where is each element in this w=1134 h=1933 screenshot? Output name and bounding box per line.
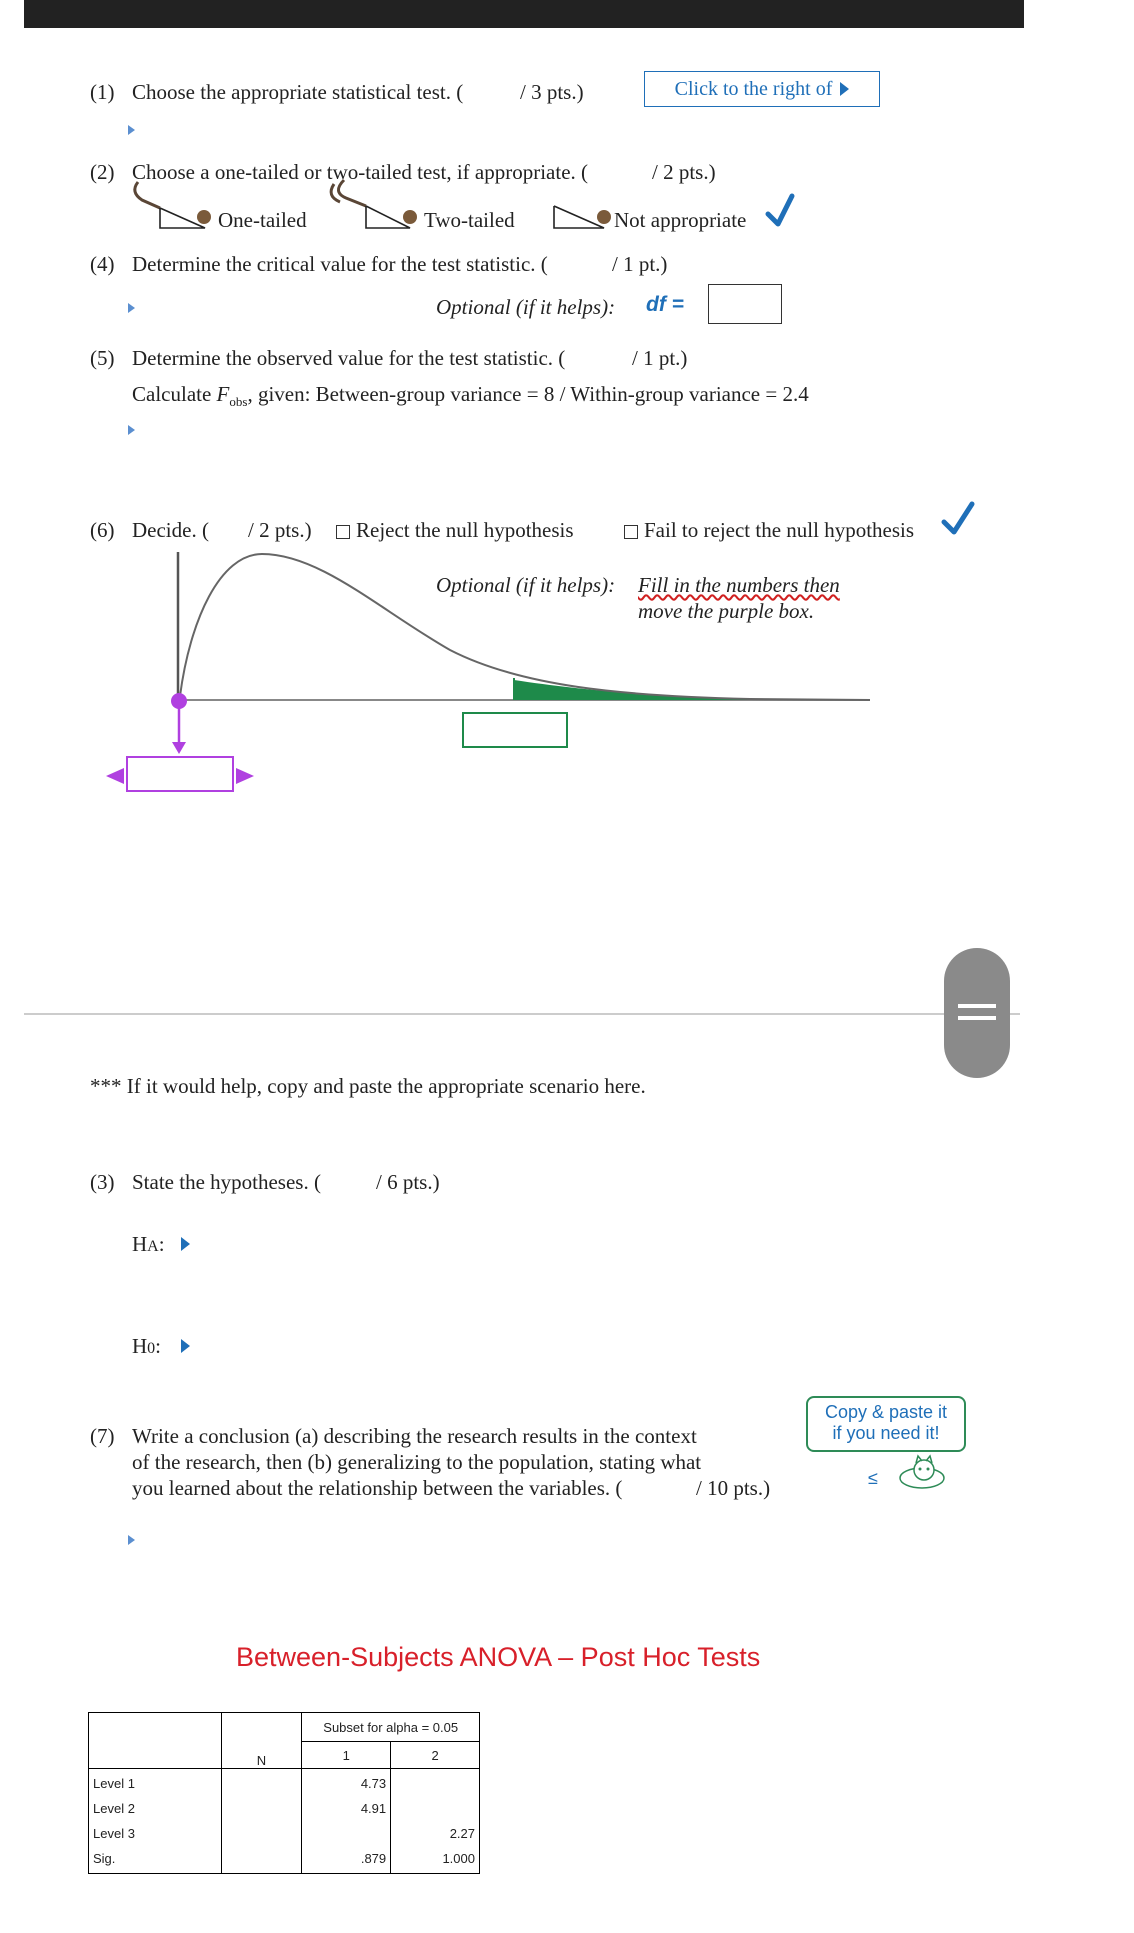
one-tailed-icon <box>135 182 211 228</box>
q6-hint-line2: move the purple box. <box>638 599 815 623</box>
q1-number: (1) <box>90 80 115 104</box>
copy-paste-badge[interactable] <box>806 1396 966 1452</box>
critical-value-box[interactable] <box>462 712 568 748</box>
q5-calc-line <box>132 382 809 410</box>
subset-header-text: Subset for alpha = 0.05 <box>323 1719 459 1735</box>
q7-answer-expand[interactable] <box>128 1532 135 1550</box>
subset-2-value <box>395 1771 475 1796</box>
h0-subscript: 0 <box>147 1340 156 1357</box>
expand-arrow-icon <box>128 125 135 135</box>
subset-col-1-text: 1 <box>342 1747 350 1763</box>
option-not-appropriate[interactable]: Not appropriate <box>614 208 747 232</box>
handle-grip-line-2 <box>958 1016 996 1020</box>
q7-line1: Write a conclusion (a) describing the research results in the context <box>132 1424 697 1448</box>
not-appropriate-icon <box>554 206 611 228</box>
q5-number: (5) <box>90 346 115 370</box>
expand-arrow-icon <box>128 303 135 313</box>
f-symbol: F <box>216 382 230 406</box>
row-label: Level 1 <box>93 1776 135 1791</box>
fail-label: Fail to reject the null hypothesis <box>644 518 915 542</box>
q7-line2: of the research, then (b) generalizing to the population, stating what <box>132 1450 702 1474</box>
f-subscript: obs <box>229 394 248 410</box>
row-label: Sig. <box>93 1851 116 1866</box>
section-divider <box>24 1013 1020 1015</box>
q3-points: / 6 pts.) <box>376 1170 440 1194</box>
subset-1-value: 4.91 <box>360 1801 387 1816</box>
option-two-tailed[interactable]: Two-tailed <box>424 208 515 232</box>
play-arrow-icon <box>840 82 849 96</box>
q2-number: (2) <box>90 160 115 184</box>
cat-mascot-icon <box>898 1452 950 1492</box>
expand-arrow-icon <box>181 1339 190 1353</box>
h0-row: H0: <box>132 1334 162 1358</box>
row-label: Level 3 <box>93 1826 135 1841</box>
q6-points: / 2 pts.) <box>248 518 312 542</box>
checkmark-icon <box>768 196 792 224</box>
two-tailed-icon <box>331 180 417 228</box>
df-label: df = <box>646 293 684 316</box>
subset-2-value: 2.27 <box>449 1826 475 1841</box>
reject-checkbox[interactable] <box>336 525 350 539</box>
q4-answer-expand[interactable] <box>128 300 135 318</box>
n-values-cell <box>221 1769 302 1874</box>
observed-value-box[interactable] <box>126 756 234 792</box>
q5-calc-rest: , given: Between-group variance = 8 / Within-group variance = 2.4 <box>247 382 809 406</box>
n-header-text: N <box>256 1753 267 1768</box>
q4-number: (4) <box>90 252 115 276</box>
subset-col-2-header <box>391 1742 480 1769</box>
f-curve <box>180 554 870 700</box>
subset-1-value: 4.73 <box>360 1776 387 1791</box>
subset-1-values-cell <box>302 1769 391 1874</box>
q2-points: / 2 pts.) <box>652 160 716 184</box>
copy-badge-line1: Copy & paste it <box>824 1402 948 1422</box>
row-label: Level 2 <box>93 1801 135 1816</box>
subset-1-value <box>306 1821 386 1846</box>
expand-arrow-icon <box>128 1535 135 1545</box>
q6-optional-label: Optional (if it helps): <box>436 573 616 597</box>
copy-badge-line2: if you need it! <box>832 1423 940 1443</box>
q5-text: Determine the observed value for the test statistic. ( <box>132 346 566 370</box>
q1-text: Choose the appropriate statistical test. ( <box>132 80 464 104</box>
n-column-header <box>221 1713 302 1769</box>
q4-points: / 1 pt.) <box>612 252 668 276</box>
q5-answer-expand[interactable] <box>128 422 135 440</box>
q2-tail-icons <box>0 170 1134 230</box>
subset-col-2-text: 2 <box>431 1747 439 1763</box>
observed-marker-arrow <box>172 742 186 754</box>
q5-calc-prefix: Calculate <box>132 382 212 406</box>
expand-arrow-icon <box>181 1237 190 1251</box>
q1-answer-button-label: Click to the right of <box>674 77 833 100</box>
subset-1-value: .879 <box>360 1851 387 1866</box>
q4-optional-label: Optional (if it helps): <box>436 295 616 319</box>
drag-left-arrow <box>106 768 124 784</box>
q7-line3: you learned about the relationship between the variables. ( <box>132 1476 623 1500</box>
subset-2-value: 1.000 <box>442 1851 475 1866</box>
q6-number: (6) <box>90 518 115 542</box>
ha-label: H <box>132 1232 148 1256</box>
copy-badge-symbol: ≤ <box>868 1468 878 1488</box>
ha-subscript: A <box>147 1238 159 1255</box>
q2-text: Choose a one-tailed or two-tailed test, if appropriate. ( <box>132 160 589 184</box>
drag-right-arrow <box>236 768 254 784</box>
subset-2-value <box>395 1796 475 1821</box>
subset-col-1-header <box>302 1742 391 1769</box>
q6-text: Decide. ( <box>132 518 209 542</box>
fail-checkbox[interactable] <box>624 525 638 539</box>
h0-label: H <box>132 1334 148 1358</box>
split-drag-handle[interactable] <box>944 948 1010 1078</box>
q6-hint-text: Fill in the numbers then <box>638 573 840 597</box>
handle-grip-line-1 <box>958 1004 996 1008</box>
q5-points: / 1 pt.) <box>632 346 688 370</box>
option-one-tailed[interactable]: One-tailed <box>218 208 307 232</box>
q7-points: / 10 pts.) <box>696 1476 771 1500</box>
q6-checkmark-icon <box>938 500 978 540</box>
q1-answer-button[interactable] <box>644 71 880 107</box>
expand-arrow-icon <box>128 425 135 435</box>
df-input[interactable] <box>708 284 782 324</box>
ha-row: HA: <box>132 1232 165 1256</box>
subset-header <box>302 1713 480 1742</box>
q3-number: (3) <box>90 1170 115 1194</box>
q3-text: State the hypotheses. ( <box>132 1170 321 1194</box>
scenario-note: *** If it would help, copy and paste the appropriate scenario here. <box>90 1074 646 1098</box>
q4-text: Determine the critical value for the test statistic. ( <box>132 252 548 276</box>
ha-expand[interactable] <box>181 1237 190 1256</box>
header-blank <box>89 1713 222 1769</box>
reject-label: Reject the null hypothesis <box>356 518 574 542</box>
row-labels-cell <box>89 1769 222 1874</box>
h0-expand[interactable] <box>181 1339 190 1358</box>
post-hoc-table <box>88 1712 480 1874</box>
subset-2-values-cell <box>391 1769 480 1874</box>
anova-title: Between-Subjects ANOVA – Post Hoc Tests <box>236 1642 761 1672</box>
q7-number: (7) <box>90 1424 115 1448</box>
q1-points: / 3 pts.) <box>520 80 584 104</box>
q1-answer-expand[interactable] <box>128 122 135 140</box>
header-bar <box>24 0 1024 28</box>
